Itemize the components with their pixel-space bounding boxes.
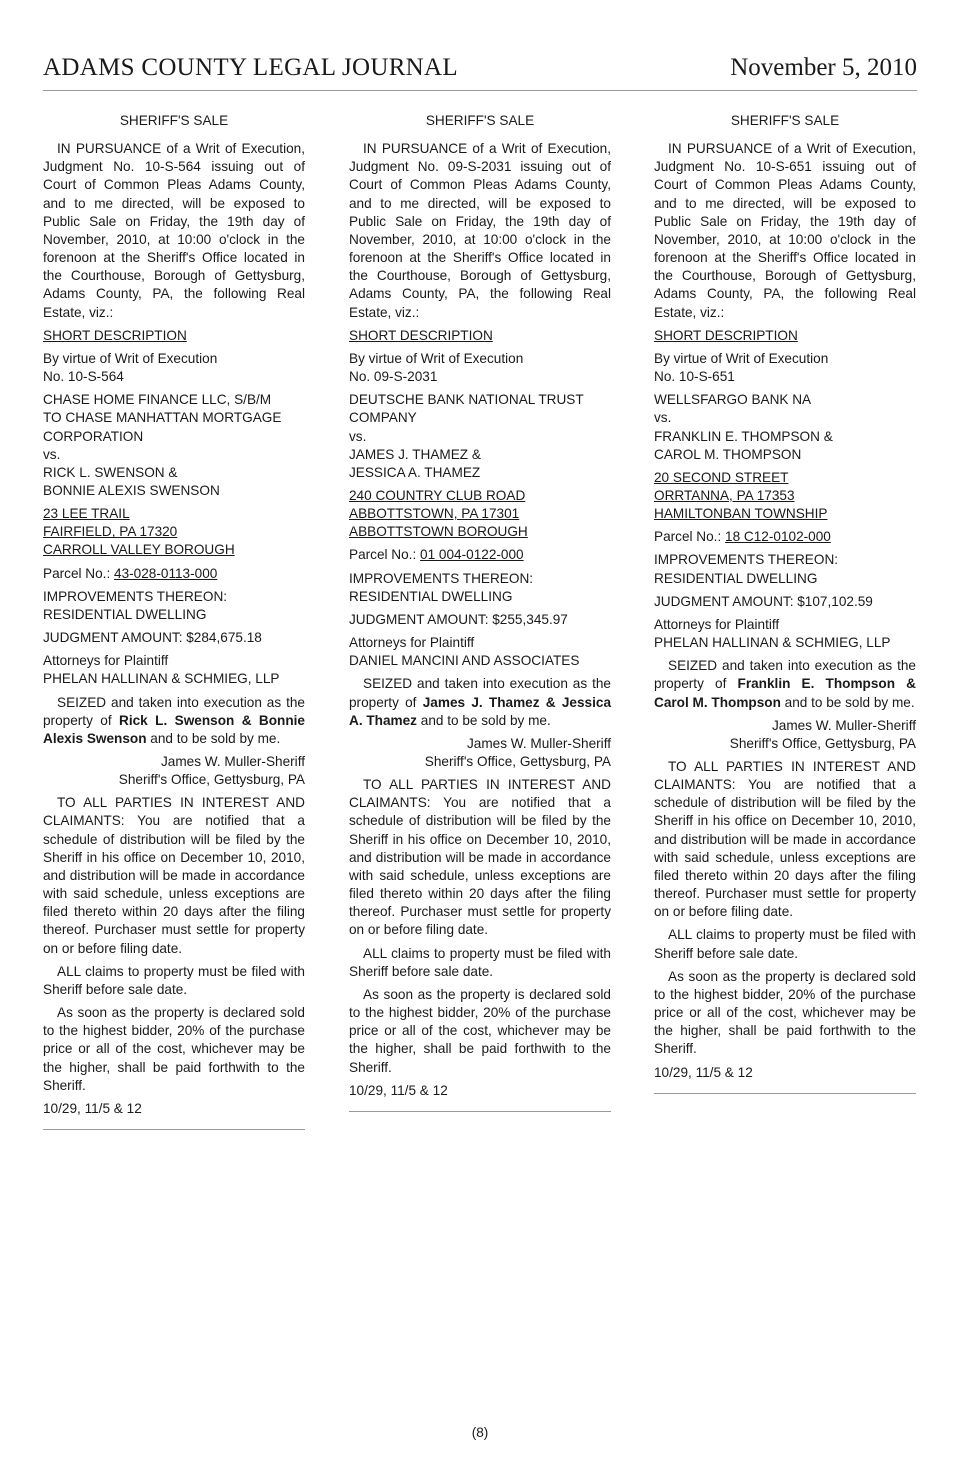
notice-intro: IN PURSUANCE of a Writ of Execution, Judgment No. 09-S-2031 issuing out of Court of Common Pleas Adams County, and to me directed, will be exposed to Public Sale on Friday, the 19th day of November, 2010, at 10:00 o'clock in the forenoon at the Sheriff's Office located in the Courthouse, Borough of Gettysburg, Adams County, PA, the following Real Estate, viz.: [349, 141, 611, 320]
parties-block [43, 391, 305, 500]
attorneys-name: PHELAN HALLINAN & SCHMIEG, LLP [43, 671, 280, 687]
sheriff-signature [43, 753, 305, 789]
plaintiff-line: CORPORATION [43, 428, 144, 444]
writ-line: By virtue of Writ of Execution [654, 350, 829, 366]
parties-notice: TO ALL PARTIES IN INTEREST AND CLAIMANTS: You are notified that a schedule of distribution will be filed by the Sheriff in his office on December 10, 2010, and distribution will be made in accordance with said schedule, unless exceptions are filed thereto within 20 days after the filing thereof. Purchaser must settle for property on or before filing date. [43, 795, 305, 956]
plaintiff-line: TO CHASE MANHATTAN MORTGAGE [43, 410, 282, 426]
improvements-block [654, 551, 916, 587]
defendant-line: BONNIE ALEXIS SWENSON [43, 482, 220, 498]
writ-block [654, 350, 916, 386]
sheriff-signature [349, 735, 611, 771]
sheriff-office: Sheriff's Office, Gettysburg, PA [729, 735, 916, 751]
seized-text: SEIZED and taken into execution as the property of [654, 658, 916, 692]
defendant-line: FRANKLIN E. THOMPSON & [654, 428, 833, 444]
writ-line: By virtue of Writ of Execution [349, 350, 524, 366]
notice-heading: SHERIFF'S SALE [119, 113, 229, 128]
defendant-line: RICK L. SWENSON & [43, 464, 178, 480]
judgment-amount: JUDGMENT AMOUNT: $255,345.97 [349, 611, 568, 627]
address-line: 20 SECOND STREET [654, 469, 789, 485]
property-address [349, 487, 611, 541]
plaintiff-line: COMPANY [349, 410, 417, 426]
improvements-line: IMPROVEMENTS THEREON: [43, 588, 228, 604]
notice-column-3 [654, 112, 916, 1094]
sheriff-name: James W. Muller-Sheriff [160, 754, 305, 769]
improvements-line: RESIDENTIAL DWELLING [349, 588, 513, 604]
column-divider [349, 1111, 611, 1112]
attorneys-name: PHELAN HALLINAN & SCHMIEG, LLP [654, 635, 891, 651]
parcel-number: 18 C12-0102-000 [725, 529, 831, 545]
short-description-label: SHORT DESCRIPTION [349, 327, 493, 343]
short-description-label: SHORT DESCRIPTION [43, 327, 187, 343]
seized-paragraph [349, 675, 611, 729]
defendant-line: JAMES J. THAMEZ & [349, 446, 481, 462]
parcel-number: 01 004-0122-000 [420, 547, 524, 563]
column-divider [654, 1093, 916, 1094]
parcel-line [349, 546, 611, 564]
notice-column-2 [349, 112, 611, 1112]
improvements-line: IMPROVEMENTS THEREON: [349, 570, 534, 586]
address-line: 240 COUNTRY CLUB ROAD [349, 487, 526, 503]
writ-line: By virtue of Writ of Execution [43, 350, 218, 366]
address-line: HAMILTONBAN TOWNSHIP [654, 506, 828, 522]
address-line: 23 LEE TRAIL [43, 506, 130, 522]
attorneys-label: Attorneys for Plaintiff [654, 616, 780, 632]
seized-text: and to be sold by me. [420, 712, 551, 728]
seized-text: and to be sold by me. [150, 730, 281, 746]
journal-title: ADAMS COUNTY LEGAL JOURNAL [43, 54, 458, 81]
improvements-block [43, 588, 305, 624]
address-line: FAIRFIELD, PA 17320 [43, 524, 178, 540]
seized-text: SEIZED and taken into execution as the property of [349, 676, 611, 710]
parcel-label: Parcel No.: [349, 547, 417, 563]
publication-dates: 10/29, 11/5 & 12 [349, 1082, 448, 1098]
sheriff-office: Sheriff's Office, Gettysburg, PA [424, 754, 611, 769]
sheriff-name: James W. Muller-Sheriff [466, 735, 611, 751]
page-number: (8) [471, 1425, 489, 1440]
sheriff-name: James W. Muller-Sheriff [771, 717, 916, 733]
writ-block [349, 350, 611, 386]
declared-notice: As soon as the property is declared sold to the highest bidder, 20% of the purchase price or all of the cost, whichever may be the higher, shall be paid forthwith to the Sheriff. [43, 1005, 305, 1093]
improvements-line: RESIDENTIAL DWELLING [43, 606, 207, 622]
plaintiff-line: CHASE HOME FINANCE LLC, S/B/M [43, 392, 272, 408]
notice-heading: SHERIFF'S SALE [730, 113, 840, 128]
claims-notice: ALL claims to property must be filed with Sheriff before sale date. [654, 927, 916, 961]
writ-block [43, 350, 305, 386]
publication-dates: 10/29, 11/5 & 12 [43, 1100, 142, 1116]
parties-notice: TO ALL PARTIES IN INTEREST AND CLAIMANTS: You are notified that a schedule of distribution will be filed by the Sheriff in his office on December 10, 2010, and distribution will be made in accordance with said schedule, unless exceptions are filed thereto within 20 days after the filing thereof. Purchaser must settle for property on or before filing date. [654, 759, 916, 920]
defendant-line: JESSICA A. THAMEZ [349, 464, 481, 480]
versus: vs. [349, 428, 367, 444]
attorneys-name: DANIEL MANCINI AND ASSOCIATES [349, 653, 580, 669]
seized-paragraph [654, 657, 916, 711]
seized-owner: James J. Thamez & Jessica A. Thamez [349, 694, 611, 728]
parcel-number: 43-028-0113-000 [114, 565, 218, 581]
attorneys-label: Attorneys for Plaintiff [43, 653, 169, 669]
column-divider [43, 1129, 305, 1130]
seized-text: SEIZED and taken into execution as the property of [43, 694, 305, 728]
parcel-label: Parcel No.: [654, 529, 722, 545]
plaintiff-line: DEUTSCHE BANK NATIONAL TRUST [349, 392, 584, 408]
page-header [43, 50, 917, 91]
seized-owner: Rick L. Swenson & Bonnie Alexis Swenson [43, 712, 305, 746]
sheriff-signature [654, 717, 916, 753]
issue-date: November 5, 2010 [730, 54, 917, 81]
defendant-line: CAROL M. THOMPSON [654, 446, 802, 462]
versus: vs. [654, 410, 672, 426]
parcel-line [43, 565, 305, 583]
declared-notice: As soon as the property is declared sold to the highest bidder, 20% of the purchase price or all of the cost, whichever may be the higher, shall be paid forthwith to the Sheriff. [349, 986, 611, 1075]
address-line: CARROLL VALLEY BOROUGH [43, 542, 235, 558]
short-description-label: SHORT DESCRIPTION [654, 327, 798, 343]
seized-text: and to be sold by me. [784, 694, 915, 710]
attorneys-block [349, 634, 611, 670]
property-address [654, 469, 916, 523]
judgment-amount: JUDGMENT AMOUNT: $107,102.59 [654, 593, 873, 609]
address-line: ABBOTTSTOWN, PA 17301 [349, 506, 520, 522]
attorneys-block [43, 652, 305, 688]
address-line: ABBOTTSTOWN BOROUGH [349, 524, 528, 540]
claims-notice: ALL claims to property must be filed with Sheriff before sale date. [43, 963, 305, 997]
claims-notice: ALL claims to property must be filed with Sheriff before sale date. [349, 945, 611, 979]
publication-dates: 10/29, 11/5 & 12 [654, 1064, 753, 1080]
seized-paragraph [43, 694, 305, 748]
parties-block [349, 391, 611, 482]
seized-owner: Franklin E. Thompson & Carol M. Thompson [654, 676, 917, 710]
writ-number: No. 10-S-564 [43, 369, 124, 385]
improvements-line: RESIDENTIAL DWELLING [654, 570, 818, 586]
attorneys-block [654, 616, 916, 652]
notice-intro: IN PURSUANCE of a Writ of Execution, Judgment No. 10-S-651 issuing out of Court of Common Pleas Adams County, and to me directed, will be exposed to Public Sale on Friday, the 19th day of November, 2010, at 10:00 o'clock in the forenoon at the Sheriff's Office located in the Courthouse, Borough of Gettysburg, Adams County, PA, the following Real Estate, viz.: [654, 141, 916, 320]
parties-notice: TO ALL PARTIES IN INTEREST AND CLAIMANTS: You are notified that a schedule of distribution will be filed by the Sheriff in his office on December 10, 2010, and distribution will be made in accordance with said schedule, unless exceptions are filed thereto within 20 days after the filing thereof. Purchaser must settle for property on or before filing date. [349, 777, 611, 938]
writ-number: No. 10-S-651 [654, 369, 735, 385]
property-address [43, 505, 305, 559]
address-line: ORRTANNA, PA 17353 [654, 487, 795, 503]
parcel-line [654, 528, 916, 546]
writ-number: No. 09-S-2031 [349, 369, 438, 385]
parcel-label: Parcel No.: [43, 565, 111, 581]
notice-column-1 [43, 112, 305, 1130]
plaintiff-line: WELLSFARGO BANK NA [654, 392, 812, 408]
judgment-amount: JUDGMENT AMOUNT: $284,675.18 [43, 630, 262, 646]
parties-block [654, 391, 916, 464]
versus: vs. [43, 446, 61, 462]
attorneys-label: Attorneys for Plaintiff [349, 635, 475, 651]
improvements-block [349, 570, 611, 606]
notice-intro: IN PURSUANCE of a Writ of Execution, Judgment No. 10-S-564 issuing out of Court of Common Pleas Adams County, and to me directed, will be exposed to Public Sale on Friday, the 19th day of November, 2010, at 10:00 o'clock in the forenoon at the Sheriff's Office located in the Courthouse, Borough of Gettysburg, Adams County, PA, the following Real Estate, viz.: [43, 141, 305, 320]
notice-heading: SHERIFF'S SALE [425, 113, 535, 128]
improvements-line: IMPROVEMENTS THEREON: [654, 552, 839, 568]
declared-notice: As soon as the property is declared sold to the highest bidder, 20% of the purchase price or all of the cost, whichever may be the higher, shall be paid forthwith to the Sheriff. [654, 968, 916, 1057]
sheriff-office: Sheriff's Office, Gettysburg, PA [118, 772, 305, 788]
